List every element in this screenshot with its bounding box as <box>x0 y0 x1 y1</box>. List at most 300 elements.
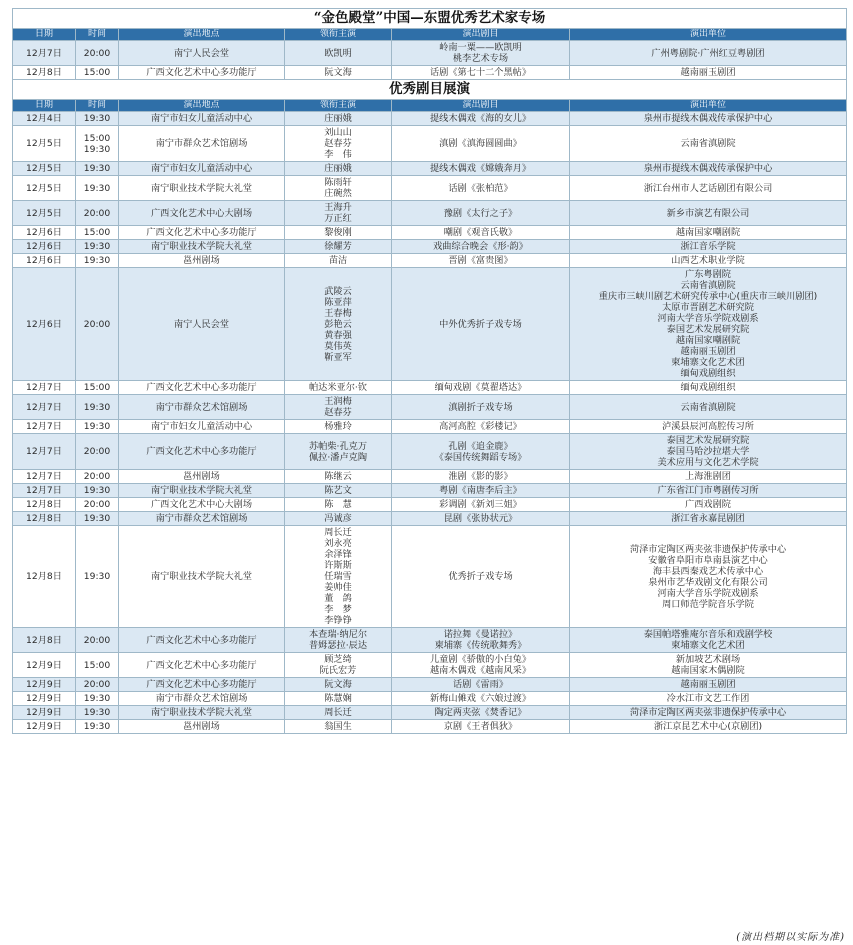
table-row <box>13 240 847 254</box>
cell-line: 12月9日 <box>26 693 62 704</box>
date-cell <box>13 498 76 512</box>
leads-cell <box>285 201 392 226</box>
venue-cell <box>119 692 285 706</box>
cell-line: 泰国马哈沙拉堪大学 <box>666 446 750 457</box>
footnote: (演出档期以实际为准) <box>736 932 845 943</box>
cell-line: 12月5日 <box>26 182 62 194</box>
leads-cell <box>285 692 392 706</box>
date-cell <box>13 420 76 434</box>
show-cell <box>392 678 570 692</box>
schedule-body <box>13 9 847 734</box>
performance-schedule-table <box>12 8 847 734</box>
show-cell <box>392 112 570 126</box>
cell-line: 优秀折子戏专场 <box>448 571 513 582</box>
cell-line: 赵春芬 <box>324 407 352 418</box>
cell-line: 冷水江市文艺工作团 <box>666 693 750 704</box>
cell-line: 19:30 <box>83 513 111 524</box>
cell-line: 19:30 <box>83 401 111 413</box>
show-cell <box>392 470 570 484</box>
cell-line: 泰国艺术发展研究院 <box>666 324 750 335</box>
cell-line: 12月4日 <box>26 113 62 124</box>
cell-line: 南宁市妇女儿童活动中心 <box>150 421 253 432</box>
cell-line: 岭南一粟——欧凯明 <box>439 42 522 53</box>
venue-cell <box>119 381 285 395</box>
time-cell <box>76 254 119 268</box>
cell-line: 阮氏宏芳 <box>319 665 357 676</box>
cell-line: 刘永亮 <box>324 538 352 549</box>
table-row <box>13 41 847 66</box>
column-header: 演出剧目 <box>392 100 570 112</box>
cell-line: 南宁市群众艺术馆剧场 <box>155 513 248 524</box>
company-cell <box>570 66 847 80</box>
show-cell <box>392 268 570 381</box>
cell-line: 泉州市艺华戏剧文化有限公司 <box>648 576 768 588</box>
table-row <box>13 678 847 692</box>
venue-cell <box>119 484 285 498</box>
cell-line: 姜帅佳 <box>324 582 352 593</box>
company-cell <box>570 434 847 470</box>
venue-cell <box>119 420 285 434</box>
table-row <box>13 720 847 734</box>
time-cell <box>76 176 119 201</box>
cell-line: 广州粤剧院·广州红豆粤剧团 <box>651 47 765 59</box>
table-row <box>13 706 847 720</box>
cell-line: 南宁职业技术学院大礼堂 <box>150 485 253 496</box>
cell-line: 20:00 <box>83 47 111 59</box>
show-cell <box>392 653 570 678</box>
cell-line: 邕州剧场 <box>183 255 220 266</box>
cell-line: 南宁人民会堂 <box>173 318 230 330</box>
time-cell <box>76 526 119 628</box>
company-cell <box>570 526 847 628</box>
table-row <box>13 512 847 526</box>
company-cell <box>570 162 847 176</box>
show-cell <box>392 381 570 395</box>
cell-line: 缅甸戏剧组织 <box>680 382 736 393</box>
leads-cell <box>285 395 392 420</box>
cell-line: 广西文化艺术中心多功能厅 <box>146 446 257 457</box>
leads-cell <box>285 628 392 653</box>
cell-line: 15:00 <box>83 67 111 78</box>
company-cell <box>570 692 847 706</box>
cell-line: 浙江音乐学院 <box>680 241 736 252</box>
cell-line: 孔剧《追金鹿》 <box>448 440 513 452</box>
cell-line: 20:00 <box>83 446 111 457</box>
venue-cell <box>119 395 285 420</box>
cell-line: 河南大学音乐学院戏剧系 <box>657 587 759 599</box>
date-cell <box>13 126 76 162</box>
time-cell <box>76 240 119 254</box>
show-cell <box>392 720 570 734</box>
company-cell <box>570 512 847 526</box>
cell-line: 越南国家木偶剧院 <box>671 665 745 676</box>
cell-line: 南宁市妇女儿童活动中心 <box>150 113 253 124</box>
date-cell <box>13 653 76 678</box>
cell-line: 新梅山傩戏《六娘过渡》 <box>429 693 532 704</box>
cell-line: 12月9日 <box>26 721 62 732</box>
cell-line: 提线木偶戏《海的女儿》 <box>429 113 532 124</box>
cell-line: 越南丽玉剧团 <box>680 67 736 78</box>
venue-cell <box>119 254 285 268</box>
cell-line: 陶定两夹弦《焚香记》 <box>434 707 527 718</box>
cell-line: 柬埔寨文化艺术团 <box>671 640 745 651</box>
show-cell <box>392 254 570 268</box>
cell-line: 阮文海 <box>324 67 352 78</box>
venue-cell <box>119 678 285 692</box>
venue-cell <box>119 41 285 66</box>
cell-line: 12月7日 <box>26 47 62 59</box>
leads-cell <box>285 498 392 512</box>
date-cell <box>13 720 76 734</box>
column-header: 日期 <box>13 29 76 41</box>
date-cell <box>13 176 76 201</box>
date-cell <box>13 226 76 240</box>
cell-line: 靳亚军 <box>324 351 352 363</box>
cell-line: 越南木偶戏《越南风采》 <box>429 665 532 676</box>
leads-cell <box>285 268 392 381</box>
column-header: 演出单位 <box>570 29 847 41</box>
cell-line: 越南国家嘲剧院 <box>675 335 741 346</box>
cell-line: 南宁职业技术学院大礼堂 <box>150 182 253 194</box>
cell-line: 广东粤剧院 <box>685 269 731 280</box>
cell-line: 菏泽市定陶区两夹弦非遗保护传承中心 <box>629 707 787 718</box>
time-cell <box>76 420 119 434</box>
cell-line: 余泽锋 <box>324 549 352 560</box>
cell-line: 12月7日 <box>26 446 62 457</box>
cell-line: 浙江京昆艺术中心(京剧团) <box>653 721 763 732</box>
table-row <box>13 692 847 706</box>
cell-line: 庄丽娥 <box>324 163 352 174</box>
cell-line: 彭艳云 <box>324 318 352 330</box>
venue-cell <box>119 470 285 484</box>
cell-line: 南宁市妇女儿童活动中心 <box>150 163 253 174</box>
date-cell <box>13 512 76 526</box>
company-cell <box>570 395 847 420</box>
cell-line: 越南丽玉剧团 <box>680 346 736 357</box>
cell-line: 苗洁 <box>328 255 348 266</box>
table-row <box>13 126 847 162</box>
time-cell <box>76 498 119 512</box>
company-cell <box>570 41 847 66</box>
time-cell <box>76 706 119 720</box>
venue-cell <box>119 434 285 470</box>
leads-cell <box>285 226 392 240</box>
cell-line: 山西艺术职业学院 <box>671 255 745 266</box>
cell-line: 广西文化艺术中心多功能厅 <box>146 67 257 78</box>
venue-cell <box>119 628 285 653</box>
time-cell <box>76 512 119 526</box>
cell-line: 刘山山 <box>324 127 352 138</box>
cell-line: 周长迁 <box>324 527 352 538</box>
show-cell <box>392 201 570 226</box>
cell-line: 缅甸戏剧组织 <box>680 368 736 379</box>
cell-line: 15:00 <box>83 132 111 144</box>
table-row <box>13 176 847 201</box>
company-cell <box>570 240 847 254</box>
cell-line: 提线木偶戏《嫦娥奔月》 <box>429 163 532 174</box>
show-cell <box>392 526 570 628</box>
leads-cell <box>285 526 392 628</box>
show-cell <box>392 512 570 526</box>
leads-cell <box>285 254 392 268</box>
cell-line: 王海升 <box>324 202 352 213</box>
leads-cell <box>285 470 392 484</box>
venue-cell <box>119 720 285 734</box>
company-cell <box>570 720 847 734</box>
date-cell <box>13 112 76 126</box>
cell-line: 陈 慧 <box>324 499 352 510</box>
show-cell <box>392 628 570 653</box>
leads-cell <box>285 706 392 720</box>
cell-line: 普姆瑟拉·辰达 <box>308 640 368 651</box>
leads-cell <box>285 176 392 201</box>
cell-line: 《泰国传统舞蹈专场》 <box>434 451 527 463</box>
column-header: 领衔主演 <box>285 100 392 112</box>
cell-line: 南宁职业技术学院大礼堂 <box>150 571 253 582</box>
cell-line: 戏曲综合晚会《形·韵》 <box>433 241 528 252</box>
cell-line: 赵春芬 <box>324 138 352 149</box>
cell-line: 12月6日 <box>26 318 62 330</box>
cell-line: 柬埔寨文化艺术团 <box>671 357 745 368</box>
cell-line: 柬埔寨《传统歌舞秀》 <box>434 640 527 651</box>
cell-line: 12月7日 <box>26 401 62 413</box>
cell-line: 广西文化艺术中心多功能厅 <box>146 382 257 393</box>
date-cell <box>13 526 76 628</box>
cell-line: 邕州剧场 <box>183 721 220 732</box>
cell-line: 杨雅玲 <box>324 421 352 432</box>
cell-line: 欧凯明 <box>324 47 352 59</box>
cell-line: 话剧《张柏范》 <box>448 182 513 194</box>
date-cell <box>13 678 76 692</box>
venue-cell <box>119 201 285 226</box>
cell-line: 话剧《第七十二个黑帖》 <box>429 67 532 78</box>
leads-cell <box>285 112 392 126</box>
cell-line: 泸溪县辰河高腔传习所 <box>662 421 754 432</box>
show-cell <box>392 395 570 420</box>
cell-line: 冯诚彦 <box>324 513 352 524</box>
column-header: 演出剧目 <box>392 29 570 41</box>
date-cell <box>13 470 76 484</box>
cell-line: 19:30 <box>83 693 111 704</box>
column-header: 时间 <box>76 100 119 112</box>
company-cell <box>570 254 847 268</box>
cell-line: 12月5日 <box>26 163 62 174</box>
cell-line: 粤剧《南唐李后主》 <box>439 485 522 496</box>
cell-line: 12月8日 <box>26 499 62 510</box>
section-title: “金色殿堂”中国—东盟优秀艺术家专场 <box>13 9 847 29</box>
cell-line: 12月8日 <box>26 571 62 582</box>
cell-line: 陈继云 <box>324 471 352 482</box>
section-title-row <box>13 80 847 100</box>
leads-cell <box>285 126 392 162</box>
leads-cell <box>285 484 392 498</box>
cell-line: 庄丽娥 <box>324 113 352 124</box>
cell-line: 云南省滇剧院 <box>680 401 736 413</box>
cell-line: 李 伟 <box>324 149 352 160</box>
cell-line: 19:30 <box>83 143 111 155</box>
show-cell <box>392 420 570 434</box>
cell-line: 20:00 <box>83 207 111 219</box>
cell-line: 京剧《王者俱狄》 <box>443 721 518 732</box>
cell-line: 20:00 <box>83 499 111 510</box>
cell-line: 12月9日 <box>26 707 62 718</box>
cell-line: 徐耀芳 <box>324 241 352 252</box>
venue-cell <box>119 162 285 176</box>
cell-line: 泰国帕塔雅庵尔音乐和戏剧学校 <box>643 629 773 640</box>
cell-line: 桃李艺术专场 <box>452 53 509 64</box>
leads-cell <box>285 240 392 254</box>
table-row <box>13 484 847 498</box>
time-cell <box>76 653 119 678</box>
company-cell <box>570 381 847 395</box>
cell-line: 19:30 <box>83 707 111 718</box>
date-cell <box>13 484 76 498</box>
cell-line: 嘲剧《观音氏敬》 <box>443 227 518 238</box>
company-cell <box>570 498 847 512</box>
company-cell <box>570 628 847 653</box>
table-row <box>13 420 847 434</box>
cell-line: 南宁职业技术学院大礼堂 <box>150 707 253 718</box>
cell-line: 淮剧《影的影》 <box>448 471 513 482</box>
company-cell <box>570 653 847 678</box>
cell-line: 泉州市提线木偶戏传承保护中心 <box>643 163 773 174</box>
cell-line: 20:00 <box>83 318 111 330</box>
show-cell <box>392 41 570 66</box>
table-row <box>13 395 847 420</box>
cell-line: 12月8日 <box>26 513 62 524</box>
show-cell <box>392 484 570 498</box>
cell-line: 广西戏剧院 <box>685 499 731 510</box>
cell-line: 南宁市群众艺术馆剧场 <box>155 401 248 413</box>
cell-line: 菏泽市定陶区两夹弦非遗保护传承中心 <box>629 543 787 555</box>
show-cell <box>392 126 570 162</box>
cell-line: 广西文化艺术中心多功能厅 <box>146 659 257 671</box>
time-cell <box>76 162 119 176</box>
table-row <box>13 268 847 381</box>
show-cell <box>392 176 570 201</box>
company-cell <box>570 201 847 226</box>
cell-line: 广西文化艺术中心大剧场 <box>150 499 253 510</box>
leads-cell <box>285 653 392 678</box>
cell-line: 缅甸戏剧《莫翟塔达》 <box>434 382 527 393</box>
leads-cell <box>285 162 392 176</box>
show-cell <box>392 498 570 512</box>
cell-line: 万正红 <box>324 213 352 224</box>
time-cell <box>76 201 119 226</box>
cell-line: 12月8日 <box>26 67 62 78</box>
time-cell <box>76 126 119 162</box>
cell-line: 苏帕柴·孔克万 <box>308 440 368 452</box>
cell-line: 本查瑞·纳尼尔 <box>308 629 368 640</box>
cell-line: 19:30 <box>83 113 111 124</box>
column-header: 演出地点 <box>119 100 285 112</box>
time-cell <box>76 628 119 653</box>
cell-line: 武陵云 <box>324 285 352 297</box>
venue-cell <box>119 240 285 254</box>
date-cell <box>13 628 76 653</box>
leads-cell <box>285 720 392 734</box>
cell-line: 黄春强 <box>324 329 352 341</box>
table-row <box>13 628 847 653</box>
cell-line: 重庆市三峡川剧艺术研究传承中心(重庆市三峡川剧团) <box>598 291 818 302</box>
time-cell <box>76 434 119 470</box>
company-cell <box>570 706 847 720</box>
cell-line: 新加坡艺术剧场 <box>675 654 741 665</box>
column-header-row <box>13 100 847 112</box>
time-cell <box>76 484 119 498</box>
cell-line: 19:30 <box>83 182 111 194</box>
venue-cell <box>119 226 285 240</box>
table-row <box>13 112 847 126</box>
cell-line: 19:30 <box>83 421 111 432</box>
show-cell <box>392 226 570 240</box>
table-row <box>13 470 847 484</box>
cell-line: 19:30 <box>83 485 111 496</box>
cell-line: 20:00 <box>83 471 111 482</box>
column-header: 时间 <box>76 29 119 41</box>
table-row <box>13 381 847 395</box>
cell-line: 董 鸽 <box>324 593 352 604</box>
cell-line: 陈雨轩 <box>324 177 352 188</box>
cell-line: 浙江台州市人艺话剧团有限公司 <box>643 182 773 194</box>
cell-line: 阮文海 <box>324 679 352 690</box>
cell-line: 王润梅 <box>324 396 352 407</box>
cell-line: 广西文化艺术中心多功能厅 <box>146 634 257 646</box>
cell-line: 周口师范学院音乐学院 <box>662 598 754 610</box>
cell-line: 12月5日 <box>26 138 62 149</box>
cell-line: 南宁市群众艺术馆剧场 <box>155 138 248 149</box>
leads-cell <box>285 381 392 395</box>
table-row <box>13 653 847 678</box>
cell-line: 滇剧折子戏专场 <box>448 401 513 413</box>
cell-line: 19:30 <box>83 163 111 174</box>
cell-line: 15:00 <box>83 382 111 393</box>
time-cell <box>76 226 119 240</box>
column-header: 演出地点 <box>119 29 285 41</box>
venue-cell <box>119 512 285 526</box>
cell-line: 云南省滇剧院 <box>680 138 736 149</box>
column-header-row <box>13 29 847 41</box>
cell-line: 19:30 <box>83 571 111 582</box>
cell-line: 泰国艺术发展研究院 <box>666 435 750 446</box>
date-cell <box>13 706 76 720</box>
cell-line: 南宁人民会堂 <box>173 47 230 59</box>
venue-cell <box>119 706 285 720</box>
cell-line: 12月6日 <box>26 227 62 238</box>
venue-cell <box>119 176 285 201</box>
cell-line: 美术应用与文化艺术学院 <box>657 457 759 468</box>
date-cell <box>13 395 76 420</box>
section-title: 优秀剧目展演 <box>13 80 847 100</box>
cell-line: 19:30 <box>83 241 111 252</box>
company-cell <box>570 470 847 484</box>
cell-line: 云南省滇剧院 <box>680 280 736 291</box>
time-cell <box>76 381 119 395</box>
cell-line: 12月7日 <box>26 382 62 393</box>
time-cell <box>76 66 119 80</box>
column-header: 领衔主演 <box>285 29 392 41</box>
show-cell <box>392 162 570 176</box>
cell-line: 高河高腔《彩楼记》 <box>439 421 522 432</box>
date-cell <box>13 254 76 268</box>
cell-line: 太原市晋剧艺术研究院 <box>662 302 754 313</box>
cell-line: 昆剧《张协状元》 <box>443 513 518 524</box>
cell-line: 陈慧娴 <box>324 693 352 704</box>
leads-cell <box>285 66 392 80</box>
table-row <box>13 434 847 470</box>
cell-line: 李 梦 <box>324 604 352 615</box>
cell-line: 庄碗然 <box>324 188 352 199</box>
